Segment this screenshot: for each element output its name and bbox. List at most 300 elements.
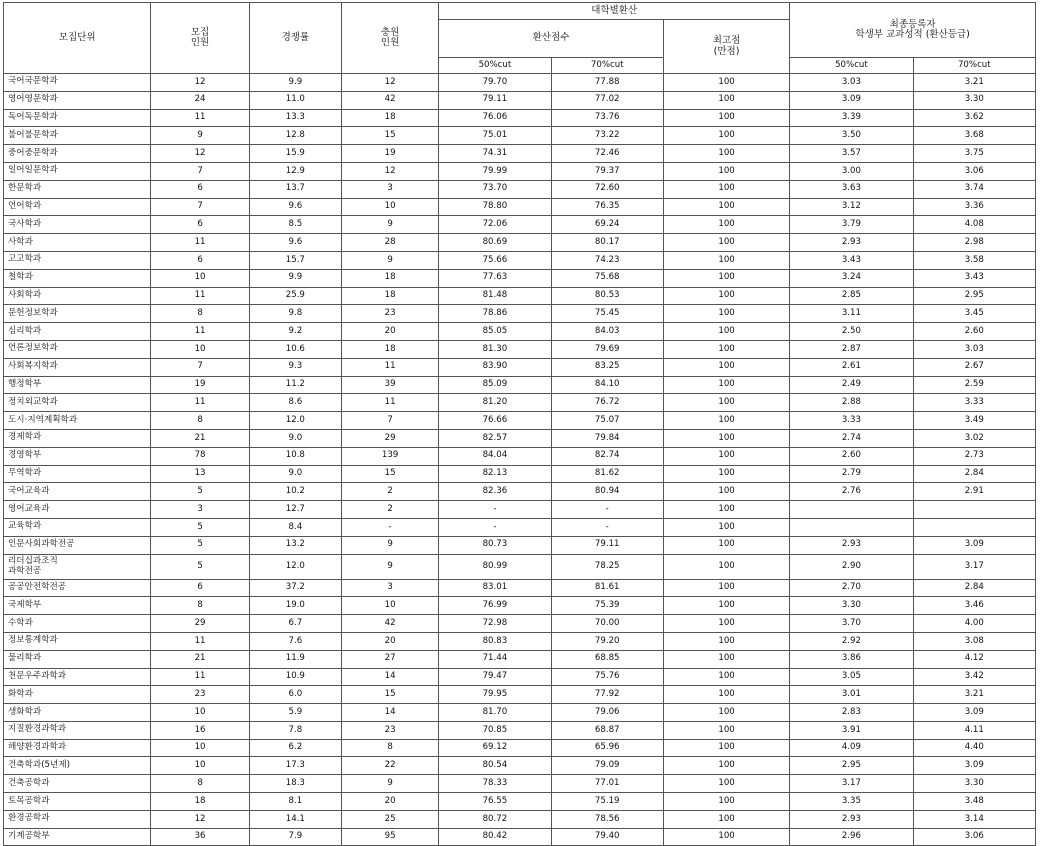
grade-50cut: 3.09 xyxy=(790,91,913,109)
competition-ratio: 9.6 xyxy=(249,198,341,216)
competition-ratio: 6.0 xyxy=(249,686,341,704)
grade-70cut: 2.84 xyxy=(913,465,1035,483)
quota: 7 xyxy=(151,358,249,376)
score-50cut: 79.47 xyxy=(439,668,551,686)
quota: 11 xyxy=(151,668,249,686)
header-ratio: 경쟁률 xyxy=(249,3,341,74)
grade-70cut: 2.67 xyxy=(913,358,1035,376)
header-quota: 모집 인원 xyxy=(151,3,249,74)
score-70cut: 72.60 xyxy=(551,180,663,198)
extra-count: 18 xyxy=(341,340,438,358)
extra-count: 3 xyxy=(341,579,438,597)
unit-name-text: 국사학과 xyxy=(8,218,42,229)
max-score: 100 xyxy=(663,251,789,269)
competition-ratio: 7.8 xyxy=(249,721,341,739)
table-row xyxy=(4,216,1036,234)
unit-name xyxy=(4,757,151,775)
grade-50cut: 2.93 xyxy=(790,536,913,554)
grade-70cut: 3.09 xyxy=(913,536,1035,554)
table-row xyxy=(4,251,1036,269)
competition-ratio: 6.2 xyxy=(249,739,341,757)
table-row xyxy=(4,810,1036,828)
grade-70cut: 4.00 xyxy=(913,615,1035,633)
unit-name-text: 도시·지역계획학과 xyxy=(8,414,78,425)
table-row xyxy=(4,340,1036,358)
table-row xyxy=(4,109,1036,127)
extra-count: 15 xyxy=(341,465,438,483)
extra-count: 39 xyxy=(341,376,438,394)
score-70cut: 70.00 xyxy=(551,615,663,633)
grade-50cut: 2.95 xyxy=(790,757,913,775)
grade-50cut: 3.33 xyxy=(790,412,913,430)
score-70cut: 80.94 xyxy=(551,483,663,501)
grade-50cut: 3.12 xyxy=(790,198,913,216)
max-score: 100 xyxy=(663,686,789,704)
score-50cut: 82.36 xyxy=(439,483,551,501)
grade-50cut: 3.43 xyxy=(790,251,913,269)
grade-50cut: 2.61 xyxy=(790,358,913,376)
max-score: 100 xyxy=(663,579,789,597)
max-score: 100 xyxy=(663,376,789,394)
extra-count: 11 xyxy=(341,358,438,376)
competition-ratio: 12.8 xyxy=(249,127,341,145)
quota: 7 xyxy=(151,162,249,180)
unit-name-text: 독어독문학과 xyxy=(8,112,58,123)
unit-name xyxy=(4,579,151,597)
unit-name xyxy=(4,536,151,554)
header-extra: 충원 인원 xyxy=(341,3,438,74)
unit-name-text: 문헌정보학과 xyxy=(8,307,58,318)
score-70cut: 75.07 xyxy=(551,412,663,430)
max-score: 100 xyxy=(663,269,789,287)
grade-70cut: 3.36 xyxy=(913,198,1035,216)
quota: 5 xyxy=(151,554,249,579)
unit-name xyxy=(4,323,151,341)
table-row xyxy=(4,704,1036,722)
score-50cut: 70.85 xyxy=(439,721,551,739)
unit-name xyxy=(4,198,151,216)
max-score: 100 xyxy=(663,162,789,180)
unit-name xyxy=(4,109,151,127)
max-score: 100 xyxy=(663,704,789,722)
unit-name xyxy=(4,412,151,430)
unit-name-text: 언어학과 xyxy=(8,201,42,212)
extra-count: 20 xyxy=(341,323,438,341)
extra-count: - xyxy=(341,518,438,536)
unit-name xyxy=(4,269,151,287)
extra-count: 15 xyxy=(341,686,438,704)
table-row xyxy=(4,429,1036,447)
score-50cut: 81.20 xyxy=(439,394,551,412)
grade-50cut: 3.05 xyxy=(790,668,913,686)
unit-name xyxy=(4,287,151,305)
max-score: 100 xyxy=(663,739,789,757)
score-50cut: 80.72 xyxy=(439,810,551,828)
table-row xyxy=(4,501,1036,519)
quota: 10 xyxy=(151,757,249,775)
extra-count: 9 xyxy=(341,251,438,269)
score-70cut: 77.01 xyxy=(551,775,663,793)
unit-name-text: 영어영문학과 xyxy=(8,94,58,105)
quota: 19 xyxy=(151,376,249,394)
unit-name-text: 일어일문학과 xyxy=(8,165,58,176)
extra-count: 27 xyxy=(341,650,438,668)
grade-50cut: 3.57 xyxy=(790,145,913,163)
unit-name-text: 언론정보학과 xyxy=(8,343,58,354)
score-70cut: 69.24 xyxy=(551,216,663,234)
quota: 78 xyxy=(151,447,249,465)
grade-50cut xyxy=(790,518,913,536)
quota: 29 xyxy=(151,615,249,633)
score-70cut: 76.72 xyxy=(551,394,663,412)
max-score: 100 xyxy=(663,721,789,739)
score-70cut: 76.35 xyxy=(551,198,663,216)
table-row xyxy=(4,394,1036,412)
competition-ratio: 10.8 xyxy=(249,447,341,465)
max-score: 100 xyxy=(663,810,789,828)
extra-count: 14 xyxy=(341,704,438,722)
extra-count: 14 xyxy=(341,668,438,686)
score-50cut: 78.33 xyxy=(439,775,551,793)
quota: 10 xyxy=(151,704,249,722)
score-50cut: 69.12 xyxy=(439,739,551,757)
table-row xyxy=(4,234,1036,252)
unit-name-text: 토목공학과 xyxy=(8,795,50,806)
quota: 11 xyxy=(151,632,249,650)
extra-count: 22 xyxy=(341,757,438,775)
quota: 12 xyxy=(151,74,249,92)
extra-count: 23 xyxy=(341,305,438,323)
unit-name xyxy=(4,465,151,483)
unit-name xyxy=(4,775,151,793)
score-50cut: 80.73 xyxy=(439,536,551,554)
score-50cut: 83.90 xyxy=(439,358,551,376)
grade-50cut: 3.35 xyxy=(790,793,913,811)
score-70cut: 79.09 xyxy=(551,757,663,775)
max-score: 100 xyxy=(663,668,789,686)
competition-ratio: 9.6 xyxy=(249,234,341,252)
unit-name-text: 경영학부 xyxy=(8,450,42,461)
grade-50cut: 2.50 xyxy=(790,323,913,341)
table-row xyxy=(4,757,1036,775)
grade-70cut: 2.84 xyxy=(913,579,1035,597)
score-50cut: 80.54 xyxy=(439,757,551,775)
score-50cut: 72.06 xyxy=(439,216,551,234)
unit-name-text: 철학과 xyxy=(8,272,33,283)
extra-count: 9 xyxy=(341,216,438,234)
table-row xyxy=(4,483,1036,501)
score-70cut: 81.62 xyxy=(551,465,663,483)
grade-70cut: 3.14 xyxy=(913,810,1035,828)
score-70cut: 79.37 xyxy=(551,162,663,180)
competition-ratio: 10.2 xyxy=(249,483,341,501)
max-score: 100 xyxy=(663,501,789,519)
score-50cut: 82.13 xyxy=(439,465,551,483)
score-70cut: 77.88 xyxy=(551,74,663,92)
extra-count: 28 xyxy=(341,234,438,252)
unit-name xyxy=(4,704,151,722)
header-univ-conversion: 대학별환산 xyxy=(439,3,790,20)
table-row xyxy=(4,579,1036,597)
quota: 5 xyxy=(151,536,249,554)
table-row xyxy=(4,269,1036,287)
unit-name xyxy=(4,340,151,358)
grade-50cut xyxy=(790,501,913,519)
unit-name-text: 해양환경과학과 xyxy=(8,742,67,753)
competition-ratio: 12.0 xyxy=(249,412,341,430)
score-50cut: 78.80 xyxy=(439,198,551,216)
grade-50cut: 2.74 xyxy=(790,429,913,447)
unit-name-text: 물리학과 xyxy=(8,653,42,664)
table-row xyxy=(4,721,1036,739)
extra-count: 9 xyxy=(341,554,438,579)
score-50cut: 85.05 xyxy=(439,323,551,341)
grade-70cut: 3.58 xyxy=(913,251,1035,269)
table-row xyxy=(4,127,1036,145)
quota: 11 xyxy=(151,323,249,341)
score-70cut: 68.85 xyxy=(551,650,663,668)
unit-name xyxy=(4,145,151,163)
competition-ratio: 37.2 xyxy=(249,579,341,597)
quota: 36 xyxy=(151,828,249,846)
unit-name-text: 화학과 xyxy=(8,688,33,699)
table-row xyxy=(4,668,1036,686)
grade-50cut: 4.09 xyxy=(790,739,913,757)
table-row xyxy=(4,305,1036,323)
grade-70cut: 3.74 xyxy=(913,180,1035,198)
quota: 21 xyxy=(151,650,249,668)
unit-name xyxy=(4,650,151,668)
unit-name-text: 경제학과 xyxy=(8,432,42,443)
extra-count: 2 xyxy=(341,483,438,501)
unit-name xyxy=(4,180,151,198)
max-score: 100 xyxy=(663,358,789,376)
unit-name-text: 사회학과 xyxy=(8,290,42,301)
admission-results-table xyxy=(3,2,1036,846)
grade-70cut: 2.60 xyxy=(913,323,1035,341)
quota: 11 xyxy=(151,109,249,127)
quota: 10 xyxy=(151,269,249,287)
max-score: 100 xyxy=(663,74,789,92)
unit-name-text: 기계공학부 xyxy=(8,831,50,842)
unit-name-text: 지질환경과학과 xyxy=(8,724,67,735)
competition-ratio: 9.8 xyxy=(249,305,341,323)
grade-70cut: 2.91 xyxy=(913,483,1035,501)
table-row xyxy=(4,91,1036,109)
competition-ratio: 6.7 xyxy=(249,615,341,633)
grade-70cut: 3.06 xyxy=(913,828,1035,846)
competition-ratio: 25.9 xyxy=(249,287,341,305)
unit-name xyxy=(4,615,151,633)
unit-name xyxy=(4,554,151,579)
unit-name-text: 건축공학과 xyxy=(8,777,50,788)
unit-name-text: 불어불문학과 xyxy=(8,129,58,140)
quota: 7 xyxy=(151,198,249,216)
grade-70cut: 3.43 xyxy=(913,269,1035,287)
grade-50cut: 2.49 xyxy=(790,376,913,394)
grade-70cut: 2.98 xyxy=(913,234,1035,252)
grade-50cut: 2.87 xyxy=(790,340,913,358)
competition-ratio: 13.2 xyxy=(249,536,341,554)
max-score: 100 xyxy=(663,394,789,412)
unit-name-text: 한문학과 xyxy=(8,183,42,194)
unit-name-text: 사학과 xyxy=(8,236,33,247)
extra-count: 95 xyxy=(341,828,438,846)
grade-70cut: 4.40 xyxy=(913,739,1035,757)
score-70cut: 73.22 xyxy=(551,127,663,145)
competition-ratio: 12.9 xyxy=(249,162,341,180)
quota: 9 xyxy=(151,127,249,145)
score-50cut: - xyxy=(439,518,551,536)
score-70cut: 74.23 xyxy=(551,251,663,269)
quota: 5 xyxy=(151,518,249,536)
table-row xyxy=(4,145,1036,163)
unit-name xyxy=(4,74,151,92)
unit-name xyxy=(4,739,151,757)
competition-ratio: 8.6 xyxy=(249,394,341,412)
score-50cut: 83.01 xyxy=(439,579,551,597)
competition-ratio: 14.1 xyxy=(249,810,341,828)
score-70cut: 79.20 xyxy=(551,632,663,650)
competition-ratio: 9.9 xyxy=(249,74,341,92)
table-row xyxy=(4,828,1036,846)
grade-70cut: 2.95 xyxy=(913,287,1035,305)
score-70cut: 75.45 xyxy=(551,305,663,323)
table-row xyxy=(4,615,1036,633)
table-row xyxy=(4,536,1036,554)
score-70cut: 79.84 xyxy=(551,429,663,447)
grade-50cut: 2.96 xyxy=(790,828,913,846)
extra-count: 12 xyxy=(341,162,438,180)
competition-ratio: 12.0 xyxy=(249,554,341,579)
table-row xyxy=(4,198,1036,216)
unit-name xyxy=(4,828,151,846)
score-70cut: 82.74 xyxy=(551,447,663,465)
grade-70cut: 3.09 xyxy=(913,704,1035,722)
max-score: 100 xyxy=(663,145,789,163)
max-score: 100 xyxy=(663,615,789,633)
table-row xyxy=(4,775,1036,793)
competition-ratio: 8.1 xyxy=(249,793,341,811)
table-row xyxy=(4,793,1036,811)
max-score: 100 xyxy=(663,412,789,430)
quota: 18 xyxy=(151,793,249,811)
grade-50cut: 2.93 xyxy=(790,810,913,828)
score-70cut: 75.39 xyxy=(551,597,663,615)
score-70cut: 80.17 xyxy=(551,234,663,252)
extra-count: 18 xyxy=(341,287,438,305)
grade-50cut: 3.70 xyxy=(790,615,913,633)
extra-count: 12 xyxy=(341,74,438,92)
max-score: 100 xyxy=(663,127,789,145)
score-50cut: 79.99 xyxy=(439,162,551,180)
grade-50cut: 2.76 xyxy=(790,483,913,501)
grade-50cut: 3.79 xyxy=(790,216,913,234)
unit-name-text: 심리학과 xyxy=(8,325,42,336)
grade-50cut: 2.79 xyxy=(790,465,913,483)
quota: 8 xyxy=(151,597,249,615)
grade-70cut: 4.11 xyxy=(913,721,1035,739)
grade-50cut: 2.90 xyxy=(790,554,913,579)
max-score: 100 xyxy=(663,305,789,323)
max-score: 100 xyxy=(663,632,789,650)
unit-name-text: 정치외교학과 xyxy=(8,396,58,407)
quota: 24 xyxy=(151,91,249,109)
quota: 11 xyxy=(151,394,249,412)
competition-ratio: 9.3 xyxy=(249,358,341,376)
extra-count: 42 xyxy=(341,615,438,633)
score-50cut: 84.04 xyxy=(439,447,551,465)
unit-name-text: 교육학과 xyxy=(8,521,42,532)
score-50cut: 77.63 xyxy=(439,269,551,287)
extra-count: 7 xyxy=(341,412,438,430)
quota: 12 xyxy=(151,810,249,828)
grade-50cut: 3.03 xyxy=(790,74,913,92)
grade-70cut: 3.06 xyxy=(913,162,1035,180)
unit-name-text: 리더십과조직 과학전공 xyxy=(8,555,58,576)
competition-ratio: 10.9 xyxy=(249,668,341,686)
grade-50cut: 3.63 xyxy=(790,180,913,198)
score-50cut: 75.01 xyxy=(439,127,551,145)
max-score: 100 xyxy=(663,757,789,775)
max-score: 100 xyxy=(663,109,789,127)
quota: 12 xyxy=(151,145,249,163)
score-70cut: 84.03 xyxy=(551,323,663,341)
unit-name-text: 천문우주과학과 xyxy=(8,670,67,681)
max-score: 100 xyxy=(663,465,789,483)
grade-70cut: 3.42 xyxy=(913,668,1035,686)
competition-ratio: 13.7 xyxy=(249,180,341,198)
extra-count: 29 xyxy=(341,429,438,447)
unit-name-text: 국어교육과 xyxy=(8,485,50,496)
unit-name xyxy=(4,216,151,234)
table-row xyxy=(4,376,1036,394)
quota: 21 xyxy=(151,429,249,447)
grade-70cut: 3.49 xyxy=(913,412,1035,430)
table-row xyxy=(4,180,1036,198)
unit-name xyxy=(4,394,151,412)
unit-name xyxy=(4,447,151,465)
score-70cut: 75.76 xyxy=(551,668,663,686)
extra-count: 18 xyxy=(341,269,438,287)
score-50cut: - xyxy=(439,501,551,519)
max-score: 100 xyxy=(663,429,789,447)
unit-name xyxy=(4,162,151,180)
competition-ratio: 19.0 xyxy=(249,597,341,615)
grade-50cut: 2.85 xyxy=(790,287,913,305)
table-row xyxy=(4,632,1036,650)
table-row xyxy=(4,74,1036,92)
unit-name xyxy=(4,91,151,109)
score-50cut: 80.99 xyxy=(439,554,551,579)
grade-50cut: 3.11 xyxy=(790,305,913,323)
unit-name-text: 인문사회과학전공 xyxy=(8,539,75,550)
quota: 13 xyxy=(151,465,249,483)
grade-50cut: 2.83 xyxy=(790,704,913,722)
max-score: 100 xyxy=(663,323,789,341)
extra-count: 11 xyxy=(341,394,438,412)
grade-70cut: 2.73 xyxy=(913,447,1035,465)
max-score: 100 xyxy=(663,447,789,465)
grade-70cut: 3.48 xyxy=(913,793,1035,811)
score-50cut: 80.69 xyxy=(439,234,551,252)
competition-ratio: 9.9 xyxy=(249,269,341,287)
unit-name xyxy=(4,501,151,519)
competition-ratio: 9.0 xyxy=(249,429,341,447)
extra-count: 18 xyxy=(341,109,438,127)
table-row xyxy=(4,465,1036,483)
score-50cut: 73.70 xyxy=(439,180,551,198)
